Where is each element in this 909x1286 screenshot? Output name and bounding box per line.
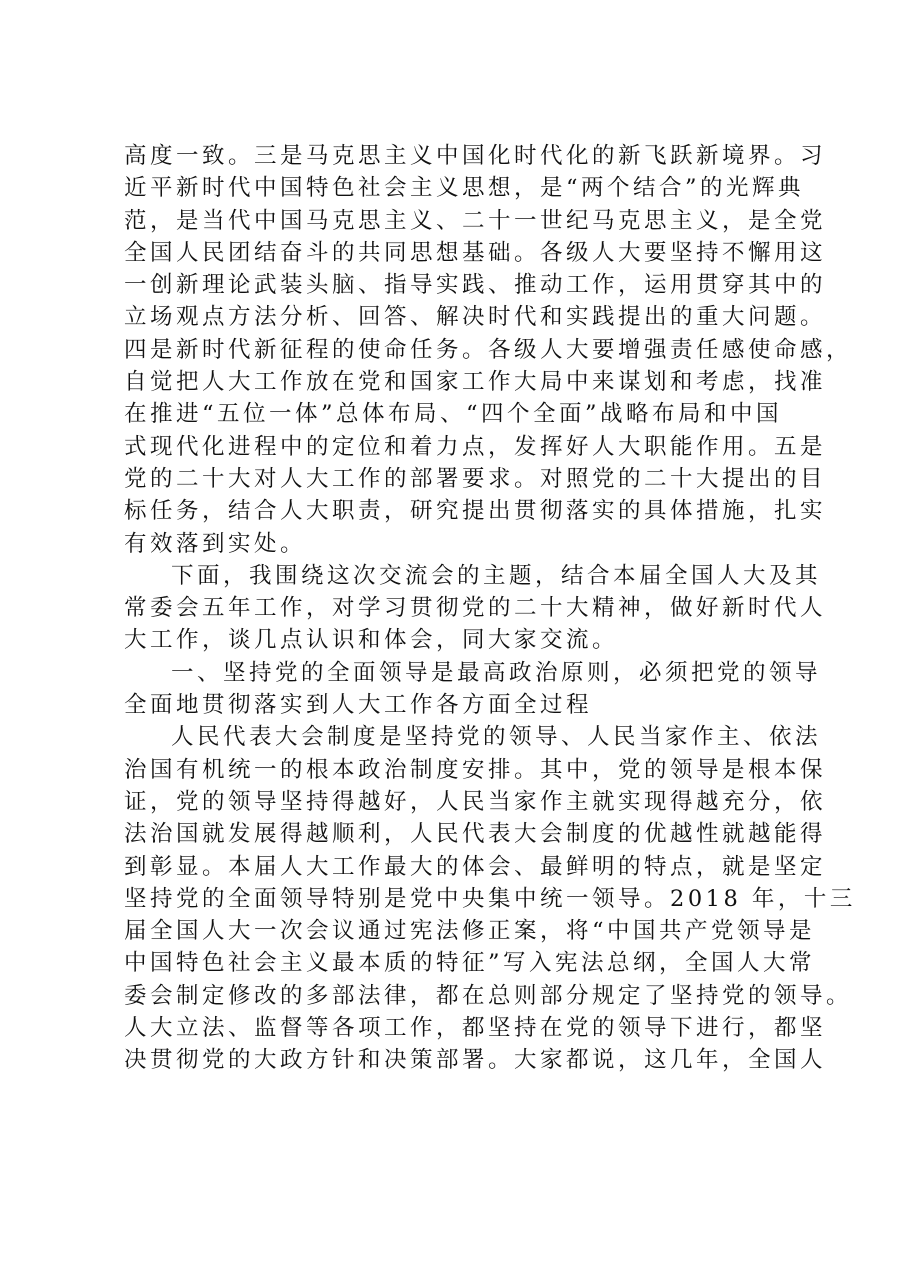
text-line: 人大立法、监督等各项工作，都坚持在党的领导下进行，都坚 [124, 1015, 827, 1042]
text-line: 治国有机统一的根本政治制度安排。其中，党的领导是根本保 [124, 756, 827, 783]
text-line: 一、坚持党的全面领导是最高政治原则，必须把党的领导 [171, 659, 822, 686]
text-line: 中国特色社会主义最本质的特征”写入宪法总纲，全国人大常 [124, 950, 816, 977]
text-line: 式现代化进程中的定位和着力点，发挥好人大职能作用。五是 [124, 433, 827, 460]
text-line: 坚持党的全面领导特别是党中央集中统一领导。2018 年，十三 [124, 885, 856, 912]
text-line: 大工作，谈几点认识和体会，同大家交流。 [124, 627, 619, 654]
text-line: 委会制定修改的多部法律，都在总则部分规定了坚持党的领导。 [124, 982, 853, 1009]
text-line: 立场观点方法分析、回答、解决时代和实践提出的重大问题。 [124, 304, 827, 331]
text-line: 四是新时代新征程的使命任务。各级人大要增强责任感使命感， [124, 336, 853, 363]
text-line: 一创新理论武装头脑、指导实践、推动工作，运用贯穿其中的 [124, 272, 827, 299]
text-line: 全面地贯彻落实到人大工作各方面全过程 [124, 692, 593, 719]
text-line: 证，党的领导坚持得越好，人民当家作主就实现得越充分，依 [124, 788, 827, 815]
text-line: 到彰显。本届人大工作最大的体会、最鲜明的特点，就是坚定 [124, 853, 827, 880]
text-line: 届全国人大一次会议通过宪法修正案，将“中国共产党领导是 [124, 918, 816, 945]
text-line: 人民代表大会制度是坚持党的领导、人民当家作主、依法 [171, 724, 822, 751]
text-line: 全国人民团结奋斗的共同思想基础。各级人大要坚持不懈用这 [124, 239, 827, 266]
text-line: 下面，我围绕这次交流会的主题，结合本届全国人大及其 [171, 562, 822, 589]
text-line: 标任务，结合人大职责，研究提出贯彻落实的具体措施，扎实 [124, 498, 827, 525]
text-line: 有效落到实处。 [124, 530, 307, 557]
text-line: 在推进“五位一体”总体布局、“四个全面”战略布局和中国 [124, 401, 783, 428]
text-line: 法治国就发展得越顺利，人民代表大会制度的优越性就越能得 [124, 821, 827, 848]
text-line: 近平新时代中国特色社会主义思想，是“两个结合”的光辉典 [124, 175, 805, 202]
text-line: 高度一致。三是马克思主义中国化时代化的新飞跃新境界。习 [124, 143, 827, 169]
text-line: 决贯彻党的大政方针和决策部署。大家都说，这几年，全国人 [124, 1047, 827, 1074]
text-line: 自觉把人大工作放在党和国家工作大局中来谋划和考虑，找准 [124, 369, 827, 396]
text-line: 范，是当代中国马克思主义、二十一世纪马克思主义，是全党 [124, 207, 827, 234]
body-text [124, 140, 856, 1077]
text-line: 党的二十大对人大工作的部署要求。对照党的二十大提出的目 [124, 465, 827, 492]
text-line: 常委会五年工作，对学习贯彻党的二十大精神，做好新时代人 [124, 595, 827, 622]
